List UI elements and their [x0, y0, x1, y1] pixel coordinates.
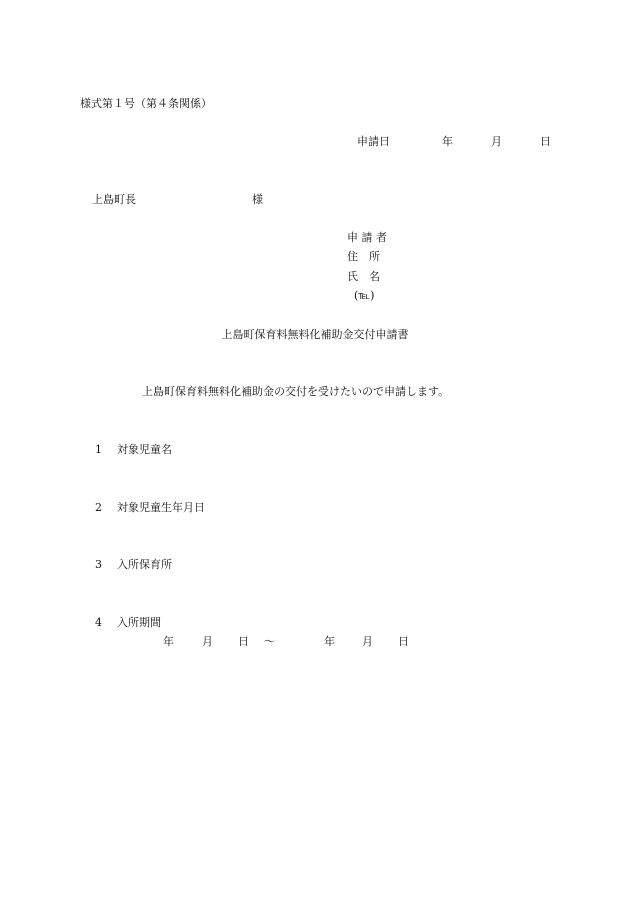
addressee-name: 上島町長: [92, 193, 136, 206]
period-end-day: 日: [398, 635, 409, 648]
period-start-day: 日: [238, 635, 249, 648]
period-start-month: 月: [202, 635, 213, 648]
period-start-year: 年: [163, 635, 174, 648]
period-separator: ～: [264, 635, 275, 648]
period-end-year: 年: [324, 635, 335, 648]
application-date-day: 日: [540, 135, 551, 148]
applicant-address-label: 住 所: [347, 250, 380, 263]
item-number: 2: [95, 501, 102, 514]
application-date-month: 月: [491, 135, 502, 148]
item-number: 4: [95, 616, 102, 629]
applicant-title: 申 請 者: [347, 231, 387, 244]
form-number: 様式第１号（第４条関係）: [80, 97, 212, 110]
period-end-month: 月: [362, 635, 373, 648]
item-label: 入所期間: [117, 616, 161, 629]
item-label: 対象児童生年月日: [117, 501, 205, 514]
item-number: 1: [95, 443, 102, 456]
application-date-year: 年: [442, 135, 453, 148]
addressee-honorific: 様: [252, 193, 263, 206]
item-label: 対象児童名: [117, 443, 172, 456]
applicant-phone-label: (℡): [354, 289, 375, 302]
body-text: 上島町保育料無料化補助金の交付を受けたいので申請します。: [142, 385, 450, 398]
item-number: 3: [95, 558, 102, 571]
applicant-name-label: 氏 名: [347, 270, 380, 283]
application-date-label: 申請日: [357, 135, 390, 148]
item-label: 入所保育所: [117, 558, 172, 571]
document-title: 上島町保育料無料化補助金交付申請書: [221, 328, 409, 341]
